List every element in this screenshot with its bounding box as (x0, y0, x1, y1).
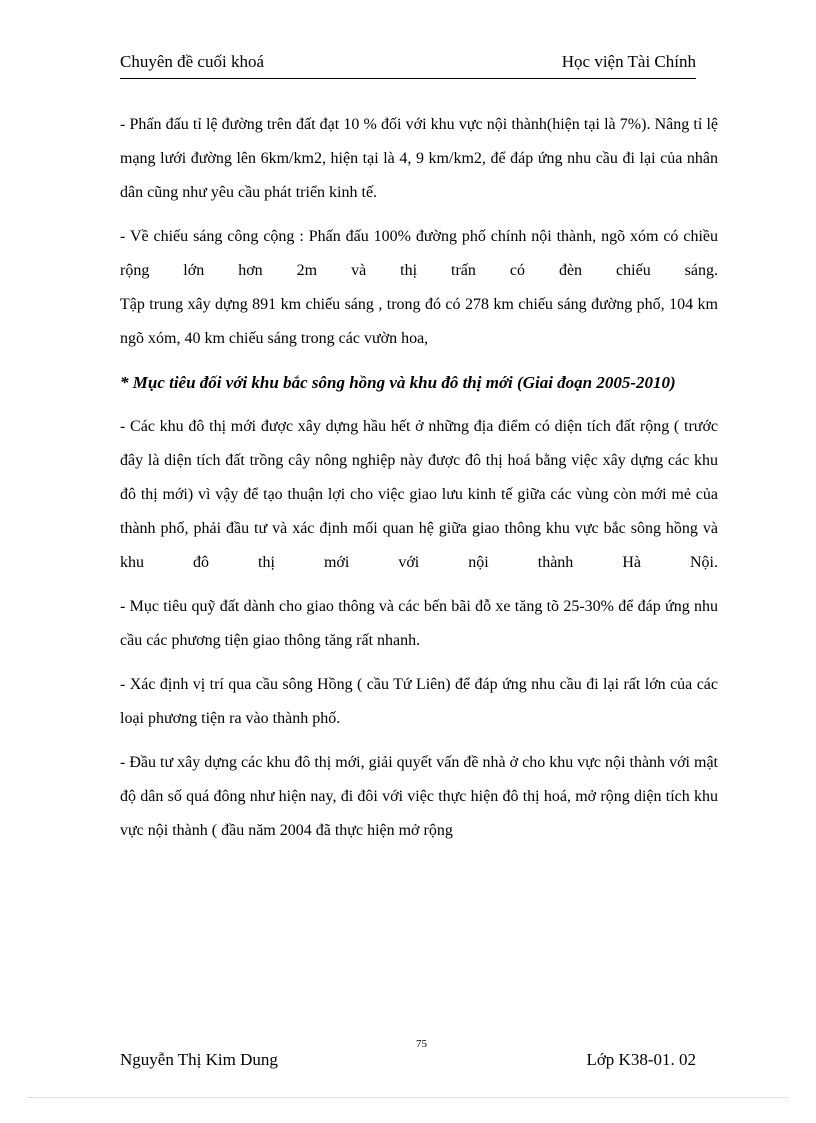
document-body (120, 108, 718, 858)
page-number: 75 (416, 1038, 427, 1050)
section-heading: * Mục tiêu đối với khu bắc sông hồng và khu đô thị mới (Giai đoạn 2005-2010) (120, 373, 676, 392)
paragraph-road-ratio: - Phấn đấu tỉ lệ đường trên đất đạt 10 % đối với khu vực nội thành(hiện tại là 7%). Nâng tỉ lệ mạng lưới đường lên 6km/km2, hiện tại là 4, 9 km/km2, để đáp ứng nhu cầu đi lại của nhân dân cũng như yêu cầu phát triển kinh tế. (120, 116, 718, 201)
page-header (120, 52, 696, 79)
paragraph-lighting-km: Tập trung xây dựng 891 km chiếu sáng , trong đó có 278 km chiếu sáng đường phố, 104 km ngõ xóm, 40 km chiếu sáng trong các vườn hoa, (120, 296, 718, 347)
paragraph-land-fund: - Mục tiêu quỹ đất dành cho giao thông và các bến bãi đỗ xe tăng tõ 25-30% để đáp ứng nhu cầu các phương tiện giao thông tăng rất nhanh. (120, 598, 718, 649)
paragraph-new-urban-areas: - Các khu đô thị mới được xây dựng hầu hết ở những địa điểm có diện tích đất rộng ( trước đây là diện tích đất trồng cây nông nghiệp này được đô thị hoá bằng việc xây dựng các khu đô thị mới) vì vậy để tạo thuận lợi cho việc giao lưu kinh tế giữa các vùng còn mới mẻ của thành phố, phải đầu tư và xác định mối quan hệ giữa giao thông khu vực bắc sông hồng và khu đô thị mới với nội thành Hà Nội. (120, 418, 718, 571)
header-institution: Học viện Tài Chính (561, 52, 696, 71)
page-footer (120, 1038, 696, 1080)
paragraph-bridge-location: - Xác định vị trí qua cầu sông Hồng ( cầu Tứ Liên) để đáp ứng nhu cầu đi lại rất lớn của các loại phương tiện ra vào thành phố. (120, 676, 718, 727)
header-course-title: Chuyên đề cuối khoá (120, 52, 264, 71)
footer-class: Lớp K38-01. 02 (586, 1050, 696, 1069)
paragraph-public-lighting: - Về chiếu sáng công cộng : Phấn đấu 100% đường phố chính nội thành, ngõ xóm có chiều rộng lớn hơn 2m và thị trấn có đèn chiếu sáng. (120, 228, 718, 279)
footer-author: Nguyễn Thị Kim Dung (120, 1050, 278, 1069)
paragraph-urban-investment: - Đầu tư xây dựng các khu đô thị mới, giải quyết vấn đề nhà ở cho khu vực nội thành với mật độ dân số quá đông như hiện nay, đi đôi với việc thực hiện đô thị hoá, mở rộng diện tích khu vực nội thành ( đầu năm 2004 đã thực hiện mở rộng (120, 754, 718, 839)
page-edge-dotted-line (28, 1097, 788, 1098)
